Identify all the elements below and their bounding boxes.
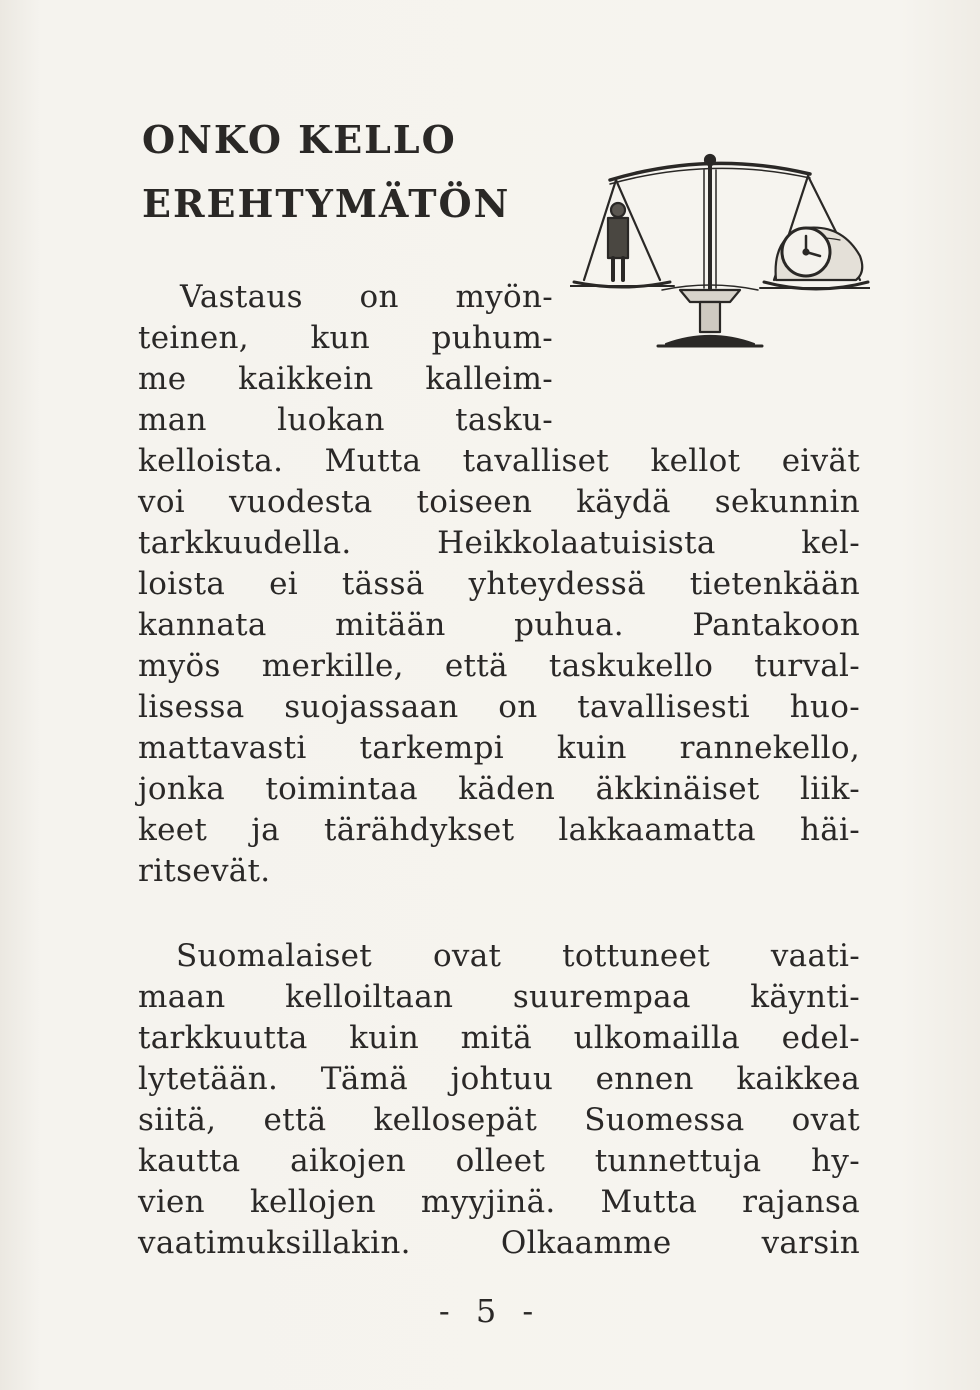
chapter-title [142, 108, 510, 236]
text-line: Suomalaiset ovat tottuneet vaati- [176, 938, 860, 974]
text-line: tarkkuutta kuin mitä ulkomailla edel- [138, 1020, 860, 1056]
text-line: man luokan tasku- [138, 402, 553, 438]
text-line: tarkkuudella. Heikkolaatuisista kel- [138, 525, 860, 561]
title-line-1: ONKO KELLO [142, 117, 457, 162]
text-line: ritsevät. [138, 853, 271, 889]
text-line: vaatimuksillakin. Olkaamme varsin [138, 1225, 860, 1261]
text-line: maan kelloiltaan suurempaa käynti- [138, 979, 860, 1015]
text-line: loista ei tässä yhteydessä tietenkään [138, 566, 860, 602]
text-line: kannata mitään puhua. Pantakoon [138, 607, 860, 643]
text-line: teinen, kun puhum- [138, 320, 553, 356]
text-line: lytetään. Tämä johtuu ennen kaikkea [138, 1061, 860, 1097]
text-line: Vastaus on myön- [180, 279, 553, 315]
text-line: voi vuodesta toiseen käydä sekunnin [138, 484, 860, 520]
paragraph-1 [138, 277, 860, 892]
text-line: vien kellojen myyjinä. Mutta rajansa [138, 1184, 860, 1220]
text-line: myös merkille, että taskukello turval- [138, 648, 860, 684]
text-line: kelloista. Mutta tavalliset kellot eivät [138, 443, 860, 479]
text-line: lisessa suojassaan on tavallisesti huo- [138, 689, 860, 725]
text-line: me kaikkein kalleim- [138, 361, 553, 397]
title-line-2: EREHTYMÄTÖN [142, 181, 511, 226]
page-number: - 5 - [438, 1292, 542, 1330]
text-line: mattavasti tarkempi kuin rannekello, [138, 730, 860, 766]
text-line: jonka toimintaa käden äkkinäiset liik- [138, 771, 860, 807]
text-line: siitä, että kellosepät Suomessa ovat [138, 1102, 860, 1138]
paragraph-2 [138, 936, 860, 1264]
text-line: keet ja tärähdykset lakkaamatta häi- [138, 812, 860, 848]
text-line: kautta aikojen olleet tunnettuja hy- [138, 1143, 860, 1179]
